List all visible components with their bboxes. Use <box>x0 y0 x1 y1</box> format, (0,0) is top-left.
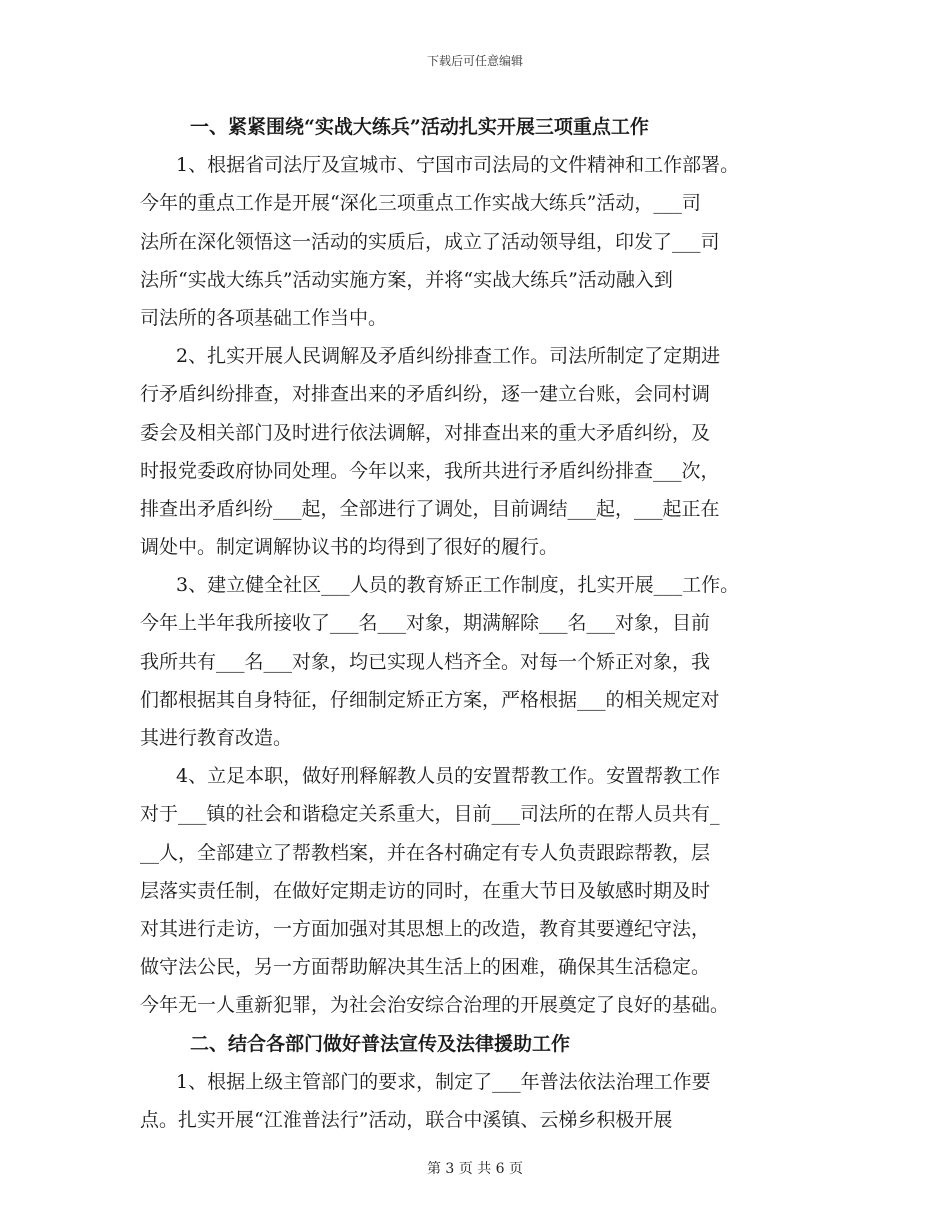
text-line: 排查出矛盾纠纷___起，全部进行了调处，目前调结___起，___起正在 <box>140 497 720 520</box>
text-line: 今年上半年我所接收了___名___对象，期满解除___名___对象，目前 <box>140 612 711 635</box>
text-line: 层落实责任制，在做好定期走访的同时，在重大节日及敏感时期及时 <box>140 879 711 902</box>
text-line: 3、建立健全社区___人员的教育矫正工作制度，扎实开展___工作。 <box>176 574 740 597</box>
text-line: 司法所的各项基础工作当中。 <box>140 306 388 329</box>
page-header-note: 下载后可任意编辑 <box>426 54 523 68</box>
page-footer: 第 3 页 共 6 页 <box>426 1161 524 1177</box>
text-line: 法所“实战大练兵”活动实施方案，并将“实战大练兵”活动融入到 <box>140 268 673 291</box>
text-line: 4、立足本职，做好刑释解教人员的安置帮教工作。安置帮教工作 <box>176 765 721 788</box>
text-line: 对于___镇的社会和谐稳定关系重大，目前___司法所的在帮人员共有_ <box>140 803 720 826</box>
document-body <box>140 108 810 1139</box>
text-line: 1、根据省司法厅及宣城市、宁国市司法局的文件精神和工作部署。 <box>176 154 740 177</box>
text-line: __人，全部建立了帮教档案，并在各村确定有专人负责跟踪帮教，层 <box>140 841 711 864</box>
text-line: 今年无一人重新犯罪，为社会治安综合治理的开展奠定了良好的基础。 <box>140 994 730 1017</box>
section-heading: 二、结合各部门做好普法宣传及法律援助工作 <box>190 1032 571 1055</box>
text-line: 点。扎实开展“江淮普法行”活动，联合中溪镇、云梯乡积极开展 <box>140 1108 673 1131</box>
text-line: 法所在深化领悟这一活动的实质后，成立了活动领导组，印发了___司 <box>140 230 720 253</box>
text-line: 我所共有___名___对象，均已实现人档齐全。对每一个矫正对象，我 <box>140 650 711 673</box>
text-line: 1、根据上级主管部门的要求，制定了___年普法依法治理工作要 <box>176 1070 711 1093</box>
text-line: 们都根据其自身特征，仔细制定矫正方案，严格根据___的相关规定对 <box>140 688 720 711</box>
text-line: 其进行教育改造。 <box>140 727 293 749</box>
text-line: 行矛盾纠纷排查，对排查出来的矛盾纠纷，逐一建立台账，会同村调 <box>140 383 711 406</box>
section-heading: 一、紧紧围绕“实战大练兵”活动扎实开展三项重点工作 <box>190 116 649 138</box>
text-line: 调处中。制定调解协议书的均得到了很好的履行。 <box>140 536 559 559</box>
text-line: 委会及相关部门及时进行依法调解，对排查出来的重大矛盾纠纷，及 <box>140 421 711 444</box>
text-line: 时报党委政府协同处理。今年以来，我所共进行矛盾纠纷排查___次， <box>140 459 720 482</box>
text-line: 对其进行走访，一方面加强对其思想上的改造，教育其要遵纪守法， <box>140 917 711 940</box>
text-line: 做守法公民，另一方面帮助解决其生活上的困难，确保其生活稳定。 <box>140 956 711 979</box>
text-line: 今年的重点工作是开展“深化三项重点工作实战大练兵”活动，___司 <box>140 192 701 215</box>
text-line: 2、扎实开展人民调解及矛盾纠纷排查工作。司法所制定了定期进 <box>176 345 721 368</box>
